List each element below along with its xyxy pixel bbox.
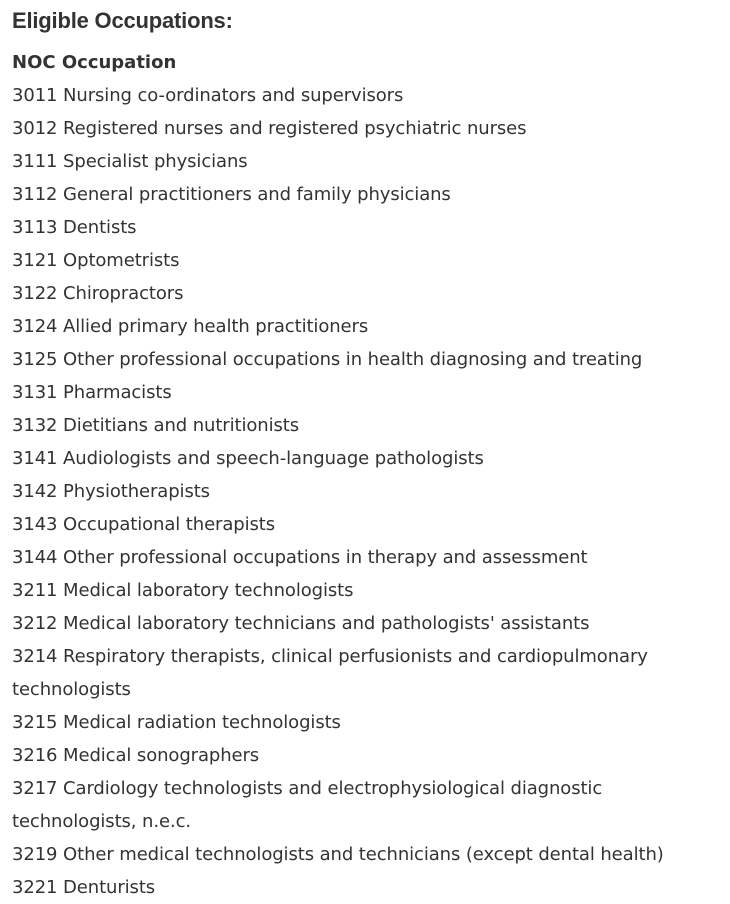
occupation-item [12, 607, 690, 640]
occupation-item [12, 112, 690, 145]
noc-code: 3141 [12, 448, 58, 469]
occupation-item [12, 508, 690, 541]
occupation-title: Registered nurses and registered psychiatric nurses [63, 118, 527, 139]
occupation-item [12, 574, 690, 607]
occupation-title: Pharmacists [63, 382, 172, 403]
section-heading: Eligible Occupations: [12, 8, 233, 33]
occupation-title: Medical sonographers [63, 745, 260, 766]
occupation-title: Medical radiation technologists [63, 712, 341, 733]
occupation-title: Physiotherapists [63, 481, 210, 502]
noc-code: 3142 [12, 481, 58, 502]
occupation-item [12, 409, 690, 442]
noc-code: 3122 [12, 283, 58, 304]
occupation-title: Specialist physicians [63, 151, 248, 172]
occupation-title: Cardiology technologists and electrophysiological diagnostic technologists, n.e.c. [12, 778, 603, 832]
occupation-item [12, 277, 690, 310]
occupation-title: Respiratory therapists, clinical perfusionists and cardiopulmonary technologists [12, 646, 648, 700]
occupation-item [12, 739, 690, 772]
occupation-title: Medical laboratory technologists [63, 580, 354, 601]
occupation-item [12, 211, 690, 244]
occupation-title: Chiropractors [63, 283, 184, 304]
noc-code: 3215 [12, 712, 58, 733]
occupation-item [12, 772, 690, 838]
occupation-item [12, 244, 690, 277]
occupation-item [12, 178, 690, 211]
occupation-title: Dentists [63, 217, 137, 238]
occupation-item [12, 376, 690, 409]
noc-code: 3221 [12, 877, 58, 898]
noc-code: 3011 [12, 85, 58, 106]
occupation-item [12, 871, 690, 904]
occupation-title: Medical laboratory technicians and pathologists' assistants [63, 613, 590, 634]
occupation-title: Other professional occupations in health diagnosing and treating [63, 349, 643, 370]
noc-code: 3112 [12, 184, 58, 205]
occupation-title: Occupational therapists [63, 514, 276, 535]
occupation-title: General practitioners and family physicians [63, 184, 451, 205]
noc-code: 3212 [12, 613, 58, 634]
occupation-item [12, 475, 690, 508]
noc-code: 3124 [12, 316, 58, 337]
noc-code: 3131 [12, 382, 58, 403]
noc-code: 3132 [12, 415, 58, 436]
occupation-item [12, 541, 690, 574]
occupation-item [12, 79, 690, 112]
noc-code: 3012 [12, 118, 58, 139]
noc-code: 3219 [12, 844, 58, 865]
occupation-item [12, 343, 690, 376]
occupation-item [12, 706, 690, 739]
noc-code: 3125 [12, 349, 58, 370]
occupation-item [12, 640, 690, 706]
occupation-title: Allied primary health practitioners [63, 316, 369, 337]
noc-code: 3211 [12, 580, 58, 601]
noc-code: 3216 [12, 745, 58, 766]
noc-code: 3214 [12, 646, 58, 667]
noc-code: 3143 [12, 514, 58, 535]
occupation-list [12, 79, 690, 904]
occupation-item [12, 145, 690, 178]
occupation-item [12, 838, 690, 871]
occupation-title: Other medical technologists and technicians (except dental health) [63, 844, 664, 865]
occupation-title: Optometrists [63, 250, 180, 271]
occupation-title: Dietitians and nutritionists [63, 415, 299, 436]
occupation-title: Denturists [63, 877, 156, 898]
noc-code: 3111 [12, 151, 58, 172]
occupation-title: Other professional occupations in therapy and assessment [63, 547, 588, 568]
noc-code: 3113 [12, 217, 58, 238]
occupation-title: Audiologists and speech-language pathologists [63, 448, 484, 469]
occupation-title: Nursing co-ordinators and supervisors [63, 85, 404, 106]
noc-code: 3144 [12, 547, 58, 568]
occupation-item [12, 442, 690, 475]
occupation-item [12, 310, 690, 343]
noc-code: 3121 [12, 250, 58, 271]
noc-code: 3217 [12, 778, 58, 799]
noc-occupation-header: NOC Occupation [12, 52, 177, 73]
